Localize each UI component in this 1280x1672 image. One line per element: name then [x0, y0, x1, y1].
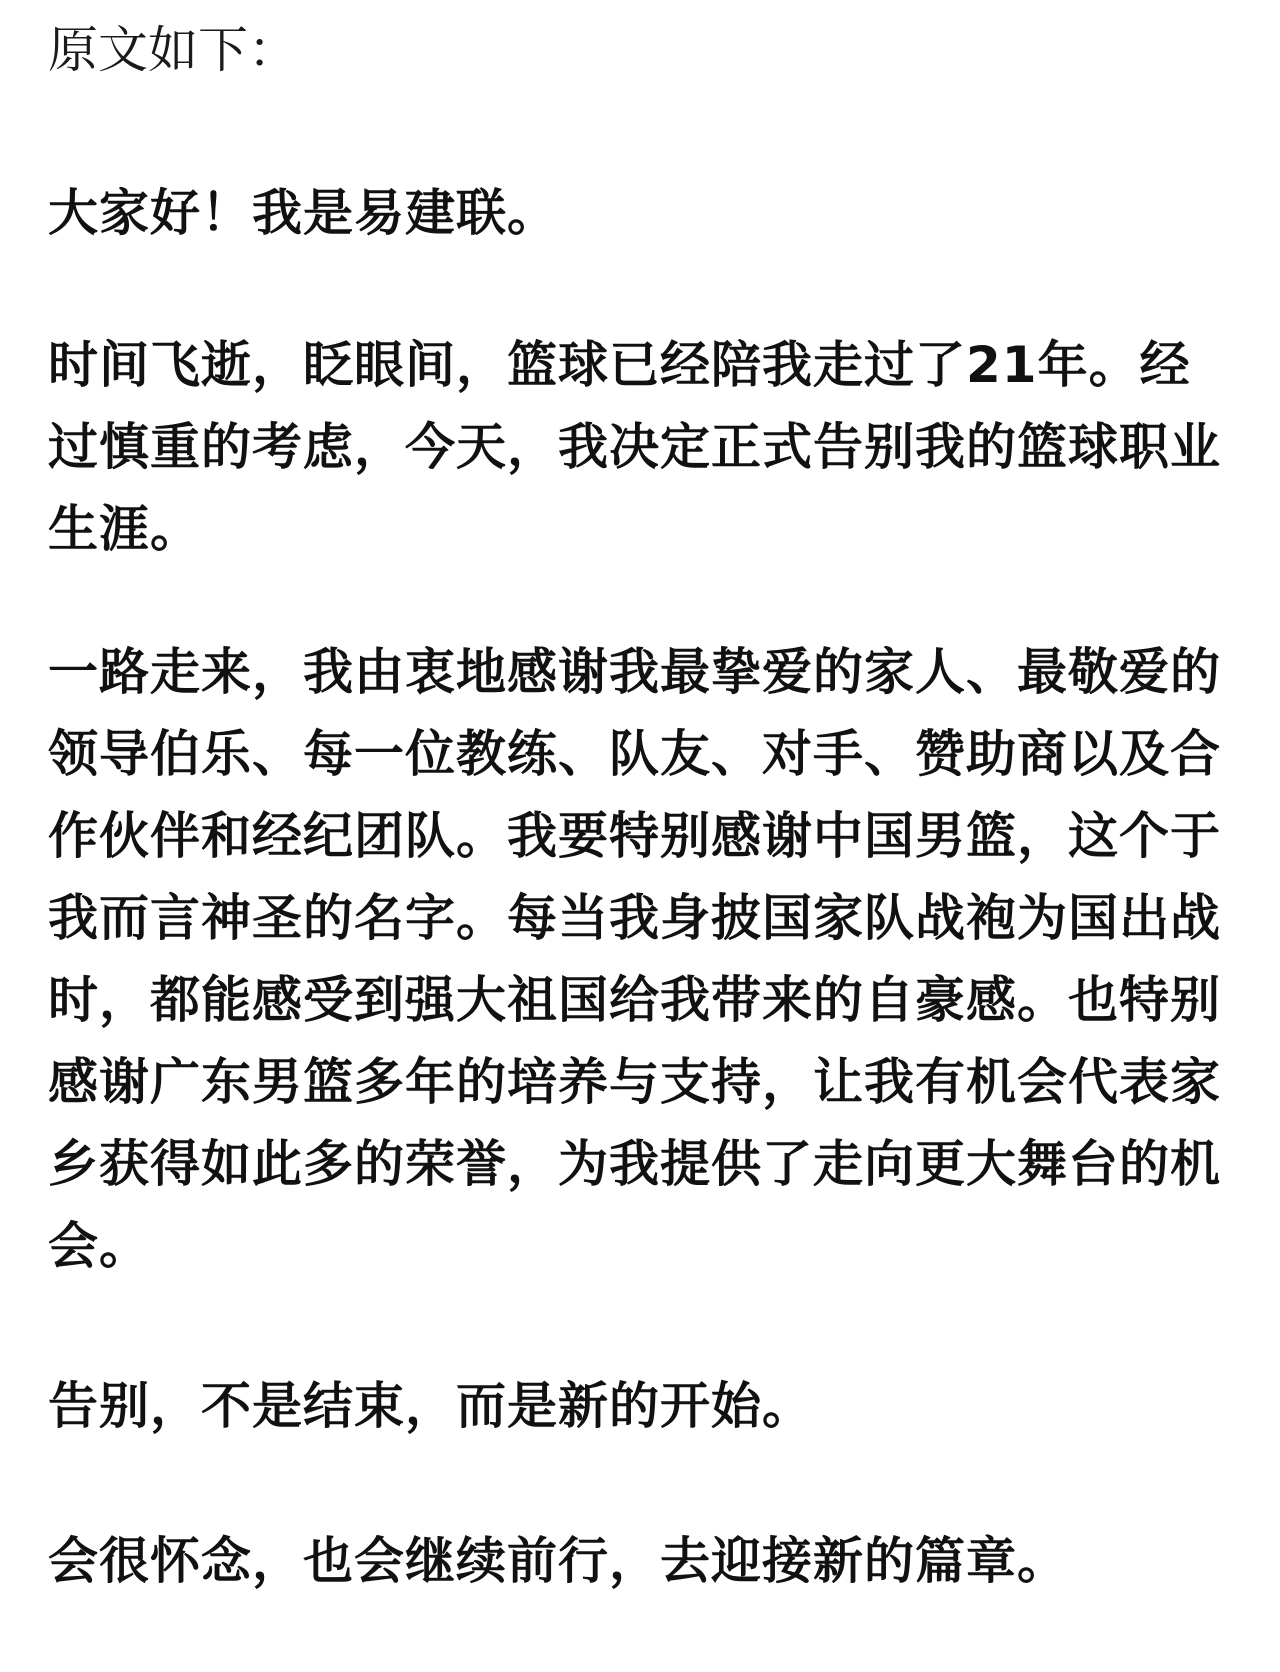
paragraph-thanks: 一路走来，我由衷地感谢我最挚爱的家人、最敬爱的领导伯乐、每一位教练、队友、对手、赞助商以及合作伙伴和经纪团队。我要特别感谢中国男篮，这个于我而言神圣的名字。每当我身披国家队战袍为国出战时，都能感受到强大祖国给我带来的自豪感。也特别感谢广东男篮多年的培养与支持，让我有机会代表家乡获得如此多的荣誉，为我提供了走向更大舞台的机会。 [48, 643, 1221, 1275]
intro-heading: 原文如下： [48, 21, 298, 79]
paragraph-new-chapter: 会很怀念，也会继续前行，去迎接新的篇章。 [48, 1532, 1068, 1590]
paragraph-farewell: 告别，不是结束，而是新的开始。 [48, 1377, 813, 1435]
paragraph-greeting: 大家好！我是易建联。 [48, 184, 558, 242]
paragraph-retirement: 时间飞逝，眨眼间，篮球已经陪我走过了21年。经过慎重的考虑，今天，我决定正式告别我的篮球职业生涯。 [48, 336, 1221, 558]
